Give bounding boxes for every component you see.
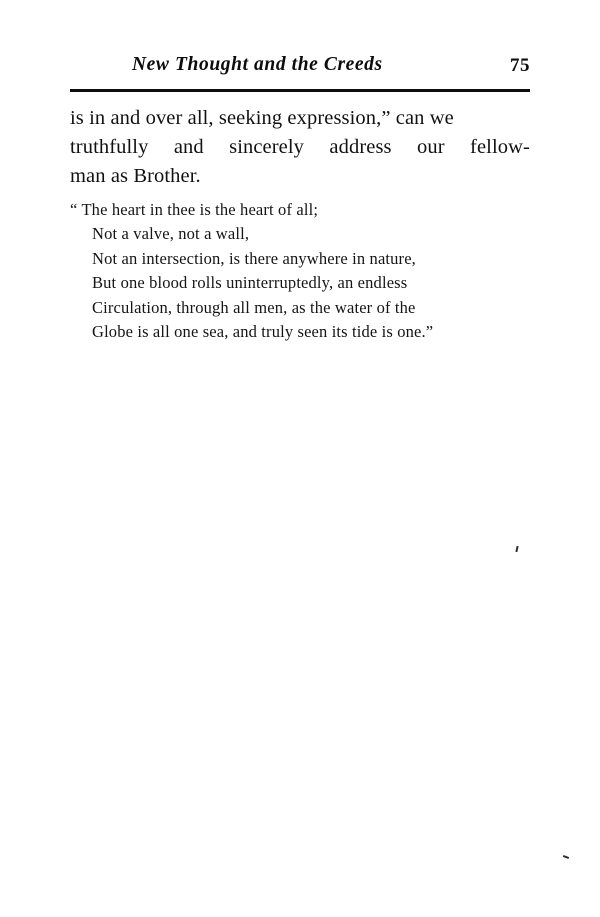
- scan-speck: [563, 855, 569, 859]
- body-word: and: [173, 136, 204, 158]
- verse-quotation: [70, 198, 530, 344]
- body-word: our: [417, 136, 445, 158]
- body-line: is in and over all, seeking expression,” can we: [70, 107, 454, 129]
- running-head: [70, 54, 530, 84]
- body-word: truthfully: [70, 136, 149, 158]
- body-line: [70, 133, 530, 162]
- body-word: fellow-: [470, 136, 530, 158]
- verse-line: Not a valve, not a wall,: [92, 224, 250, 244]
- page-number: 75: [510, 55, 530, 76]
- body-word: address: [329, 136, 392, 158]
- verse-line: But one blood rolls uninterruptedly, an endless: [92, 273, 408, 293]
- running-head-title: New Thought and the Creeds: [132, 54, 383, 75]
- verse-line: “ The heart in thee is the heart of all;: [70, 200, 319, 219]
- body-word: sincerely: [229, 136, 305, 158]
- body-line: man as Brother.: [70, 165, 201, 187]
- header-rule: [70, 89, 530, 92]
- body-paragraph: [70, 104, 530, 191]
- verse-line: Not an intersection, is there anywhere in nature,: [92, 248, 416, 268]
- verse-line: Globe is all one sea, and truly seen its tide is one.”: [92, 322, 434, 342]
- scan-speck: [515, 546, 518, 552]
- verse-line: Circulation, through all men, as the water of the: [92, 297, 416, 317]
